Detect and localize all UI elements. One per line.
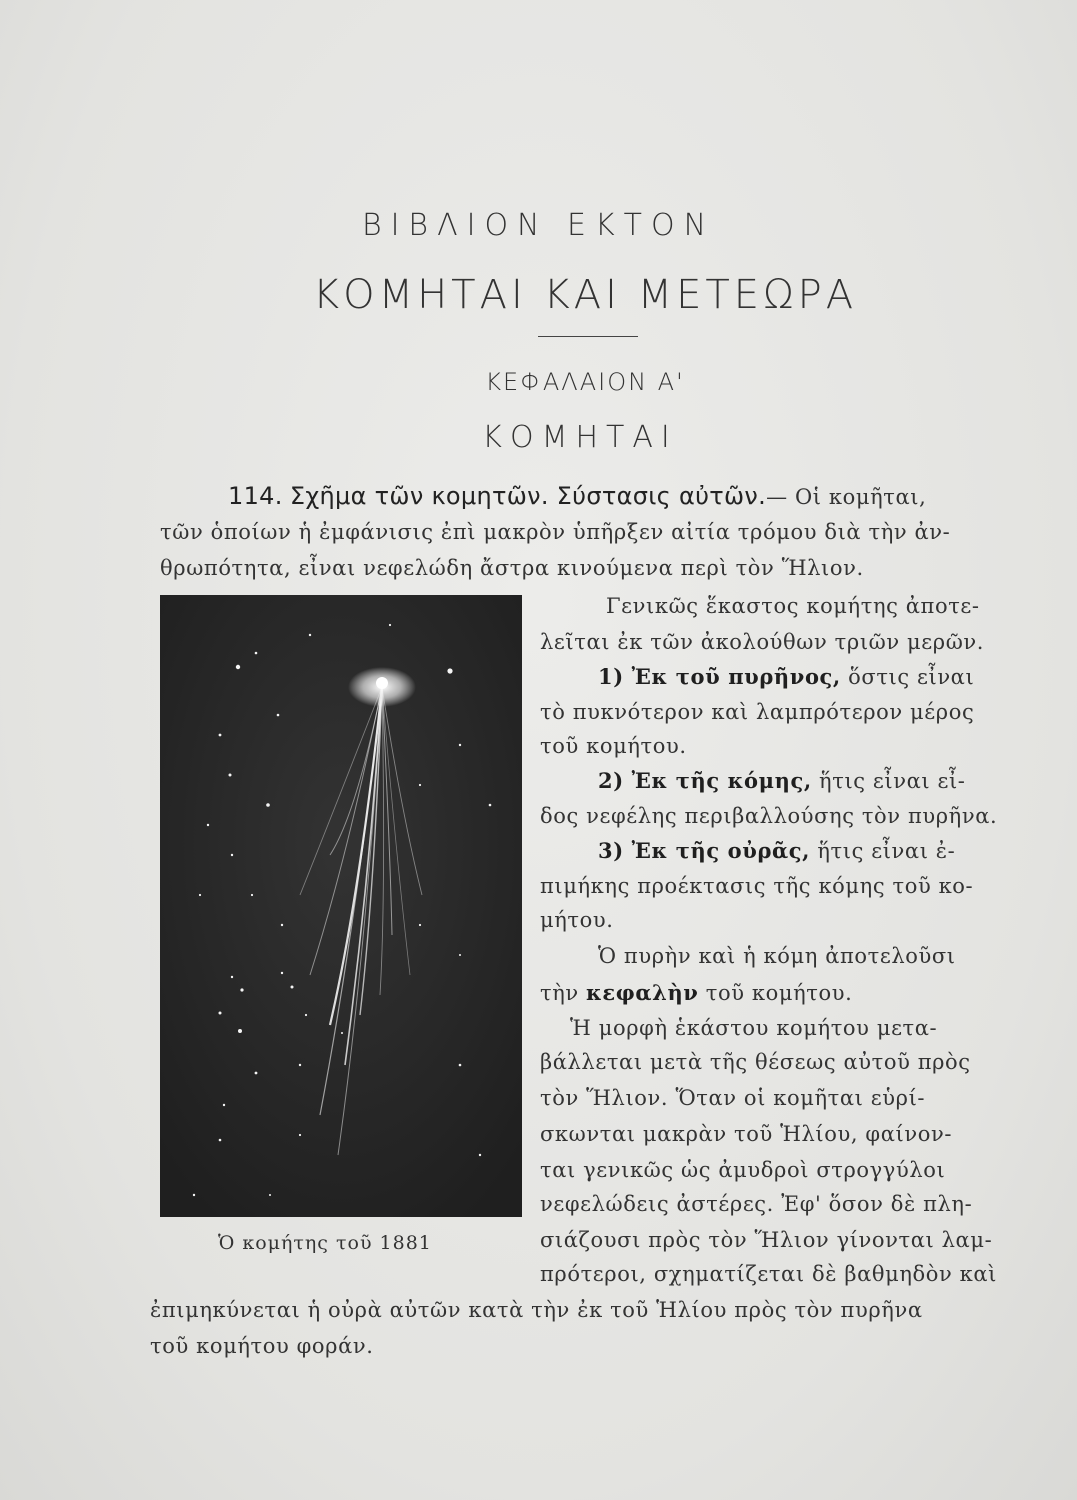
text-span: ἥτις εἶναι ἐ- bbox=[817, 839, 956, 863]
text-span: τοῦ κομήτου. bbox=[705, 981, 853, 1005]
text-line: Ἡ μορφὴ ἑκάστου κομήτου μετα- bbox=[570, 1016, 938, 1040]
chapter-label: ΚΕΦΑΛΑΙΟΝ Α' bbox=[485, 368, 685, 396]
star bbox=[266, 803, 270, 807]
star bbox=[459, 744, 461, 746]
text-line: τοῦ κομήτου. bbox=[540, 734, 687, 758]
part-nucleus-label: 1) Ἐκ τοῦ πυρῆνος, bbox=[598, 664, 841, 689]
comet-nucleus bbox=[376, 677, 388, 689]
star bbox=[238, 1029, 242, 1033]
text-span: ἥτις εἶναι εἶ- bbox=[819, 769, 966, 793]
star bbox=[240, 988, 243, 991]
section-heading-line bbox=[228, 482, 926, 510]
star bbox=[223, 1104, 225, 1106]
figure-caption: Ὁ κομήτης τοῦ 1881 bbox=[218, 1232, 432, 1254]
star bbox=[229, 774, 232, 777]
text-line bbox=[540, 980, 852, 1005]
text-line: δος νεφέλης περιβαλλούσης τὸν πυρῆνα. bbox=[540, 804, 998, 828]
star bbox=[231, 976, 233, 978]
text-line: βάλλεται μετὰ τῆς θέσεως αὐτοῦ πρὸς bbox=[540, 1050, 971, 1074]
star bbox=[291, 986, 294, 989]
star bbox=[309, 634, 311, 636]
text-line bbox=[598, 664, 974, 689]
text-line: Γενικῶς ἕκαστος κομήτης ἀποτε- bbox=[606, 594, 980, 618]
chapter-title: ΚΟΜΗΤΑΙ bbox=[482, 420, 678, 455]
text-line: μήτου. bbox=[540, 908, 614, 932]
text-line: τὸν Ἥλιον. Ὅταν οἱ κομῆται εὑρί- bbox=[540, 1086, 926, 1110]
star bbox=[459, 1064, 462, 1067]
text-line: πρότεροι, σχηματίζεται δὲ βαθμηδὸν καὶ bbox=[540, 1262, 998, 1286]
star bbox=[389, 624, 391, 626]
text-line bbox=[598, 838, 955, 863]
text-line: τοῦ κομήτου φοράν. bbox=[150, 1334, 374, 1358]
star bbox=[219, 1139, 222, 1142]
star bbox=[219, 734, 222, 737]
star bbox=[299, 1064, 301, 1066]
comet-illustration bbox=[160, 595, 522, 1217]
star bbox=[489, 804, 492, 807]
star bbox=[419, 924, 421, 926]
text-line: πιμήκης προέκτασις τῆς κόμης τοῦ κο- bbox=[540, 874, 974, 898]
text-line: σιάζουσι πρὸς τὸν Ἥλιον γίνονται λαμ- bbox=[540, 1228, 993, 1252]
section-intro: — Οἱ κομῆται, bbox=[766, 485, 927, 509]
section-heading: Σχῆμα τῶν κομητῶν. Σύστασις αὐτῶν. bbox=[289, 482, 767, 510]
section-number: 114. bbox=[228, 482, 283, 510]
star bbox=[219, 1012, 222, 1015]
star bbox=[419, 784, 421, 786]
star bbox=[231, 854, 233, 856]
star bbox=[305, 1014, 307, 1016]
star bbox=[277, 714, 280, 717]
star bbox=[281, 972, 283, 974]
text-line: λεῖται ἐκ τῶν ἀκολούθων τριῶν μερῶν. bbox=[540, 630, 985, 654]
star bbox=[269, 1194, 271, 1196]
text-line: ται γενικῶς ὡς ἀμυδροὶ στρογγύλοι bbox=[540, 1158, 946, 1182]
star bbox=[255, 652, 258, 655]
bold-term: κεφαλὴν bbox=[586, 980, 699, 1005]
part-coma-label: 2) Ἐκ τῆς κόμης, bbox=[598, 768, 812, 793]
text-line: τὸ πυκνότερον καὶ λαμπρότερον μέρος bbox=[540, 700, 975, 724]
text-line: τῶν ὁποίων ἡ ἐμφάνισις ἐπὶ μακρὸν ὑπῆρξεν αἰτία τρόμου διὰ τὴν ἀν- bbox=[160, 520, 951, 544]
book-title: ΒΙΒΛΙΟΝ ΕΚΤΟΝ bbox=[361, 208, 716, 243]
star bbox=[281, 924, 283, 926]
star bbox=[199, 894, 201, 896]
star bbox=[341, 1032, 343, 1034]
text-line bbox=[598, 768, 966, 793]
part-tail-label: 3) Ἐκ τῆς οὐρᾶς, bbox=[598, 838, 811, 863]
star bbox=[207, 824, 209, 826]
text-span: ὅστις εἶναι bbox=[848, 665, 975, 689]
text-line: ἐπιμηκύνεται ἡ οὐρὰ αὐτῶν κατὰ τὴν ἐκ τοῦ Ἡλίου πρὸς τὸν πυρῆνα bbox=[150, 1298, 923, 1322]
star bbox=[459, 954, 461, 956]
star bbox=[255, 1072, 258, 1075]
star bbox=[299, 1134, 301, 1136]
text-line: Ὁ πυρὴν καὶ ἡ κόμη ἀποτελοῦσι bbox=[598, 944, 956, 968]
text-line: νεφελώδεις ἀστέρες. Ἐφ' ὅσον δὲ πλη- bbox=[540, 1192, 973, 1216]
star bbox=[479, 1154, 481, 1156]
star bbox=[251, 894, 253, 896]
part-title: ΚΟΜΗΤΑΙ ΚΑΙ ΜΕΤΕΩΡΑ bbox=[312, 272, 858, 318]
star bbox=[236, 665, 240, 669]
comet-image bbox=[160, 595, 522, 1217]
star bbox=[193, 1194, 195, 1196]
text-line: θρωπότητα, εἶναι νεφελώδη ἄστρα κινούμενα περὶ τὸν Ἥλιον. bbox=[160, 556, 864, 580]
star bbox=[447, 668, 452, 673]
title-divider bbox=[538, 336, 638, 337]
text-line: σκωνται μακρὰν τοῦ Ἡλίου, φαίνον- bbox=[540, 1122, 953, 1146]
text-span: τὴν bbox=[540, 981, 579, 1005]
